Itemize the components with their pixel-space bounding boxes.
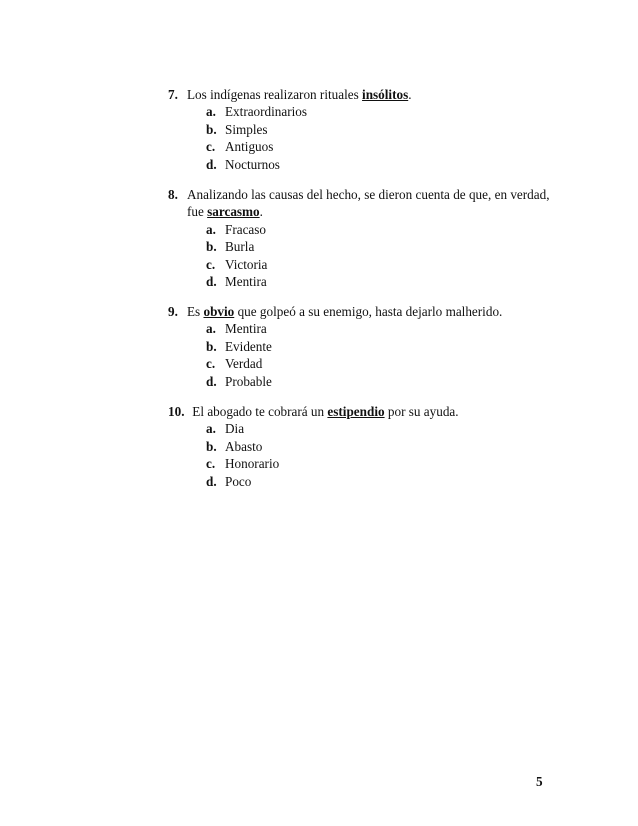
option-a	[168, 221, 568, 238]
stem-text-cont: fue	[187, 204, 208, 220]
question-number: 10.	[168, 404, 185, 419]
option-text: Probable	[225, 373, 272, 389]
question-stem	[168, 303, 568, 320]
option-d	[168, 273, 568, 290]
stem-text: Es	[187, 304, 204, 319]
option-b	[168, 121, 568, 138]
keyword: insólitos	[362, 87, 409, 102]
option-a	[168, 420, 568, 437]
option-letter: d.	[206, 373, 217, 389]
option-text: Mentira	[225, 321, 267, 337]
question-number: 9.	[168, 304, 178, 319]
option-text: Verdad	[225, 356, 263, 372]
question-7	[168, 86, 568, 173]
keyword: obvio	[203, 304, 235, 319]
option-list	[168, 320, 568, 390]
question-stem	[168, 86, 568, 103]
option-text: Fracaso	[225, 221, 267, 237]
option-list	[168, 221, 568, 291]
option-c	[168, 355, 568, 372]
option-c	[168, 455, 568, 472]
option-letter: d.	[206, 274, 217, 290]
stem-text-end: por su ayuda.	[384, 404, 459, 419]
option-letter: a.	[206, 421, 216, 437]
option-a	[168, 103, 568, 120]
option-list	[168, 103, 568, 173]
option-text: Abasto	[225, 438, 263, 454]
option-letter: a.	[206, 221, 216, 237]
page-number: 5	[536, 774, 543, 789]
option-letter: b.	[206, 121, 217, 137]
option-letter: b.	[206, 239, 217, 255]
option-text: Burla	[225, 239, 255, 255]
option-text: Antiguos	[225, 139, 274, 155]
option-c	[168, 138, 568, 155]
option-letter: a.	[206, 321, 216, 337]
option-b	[168, 238, 568, 255]
option-list	[168, 420, 568, 490]
keyword: sarcasmo	[207, 204, 260, 220]
option-b	[168, 438, 568, 455]
option-letter: d.	[206, 156, 217, 172]
option-text: Dia	[225, 421, 245, 437]
option-a	[168, 320, 568, 337]
question-10	[168, 403, 568, 490]
option-letter: c.	[206, 456, 216, 472]
stem-text: El abogado te cobrará un	[189, 404, 328, 419]
option-text: Poco	[225, 473, 252, 489]
stem-text-end: .	[408, 87, 412, 102]
stem-text-end: que golpeó a su enemigo, hasta dejarlo malherido.	[234, 304, 503, 319]
option-b	[168, 338, 568, 355]
question-stem	[168, 186, 568, 203]
question-stem	[168, 403, 568, 420]
option-text: Extraordinarios	[225, 104, 308, 120]
option-text: Nocturnos	[225, 156, 280, 172]
option-text: Simples	[225, 121, 268, 137]
option-text: Honorario	[225, 456, 280, 472]
option-letter: c.	[206, 356, 216, 372]
option-text: Evidente	[225, 338, 272, 354]
question-number: 7.	[168, 87, 178, 102]
option-text: Mentira	[225, 274, 267, 290]
option-c	[168, 256, 568, 273]
question-stem-continued	[168, 203, 568, 220]
option-letter: d.	[206, 473, 217, 489]
option-letter: b.	[206, 338, 217, 354]
option-letter: c.	[206, 139, 216, 155]
question-9	[168, 303, 568, 390]
question-number: 8.	[168, 187, 178, 202]
stem-text: Analizando las causas del hecho, se dieron cuenta de que, en verdad,	[187, 187, 550, 202]
option-d	[168, 373, 568, 390]
option-letter: c.	[206, 256, 216, 272]
keyword: estipendio	[327, 404, 385, 419]
option-letter: a.	[206, 104, 216, 120]
question-8	[168, 186, 568, 290]
option-letter: b.	[206, 438, 217, 454]
option-d	[168, 156, 568, 173]
stem-text-end: .	[259, 204, 263, 220]
option-d	[168, 473, 568, 490]
stem-text: Los indígenas realizaron rituales	[187, 87, 363, 102]
option-text: Victoria	[225, 256, 268, 272]
